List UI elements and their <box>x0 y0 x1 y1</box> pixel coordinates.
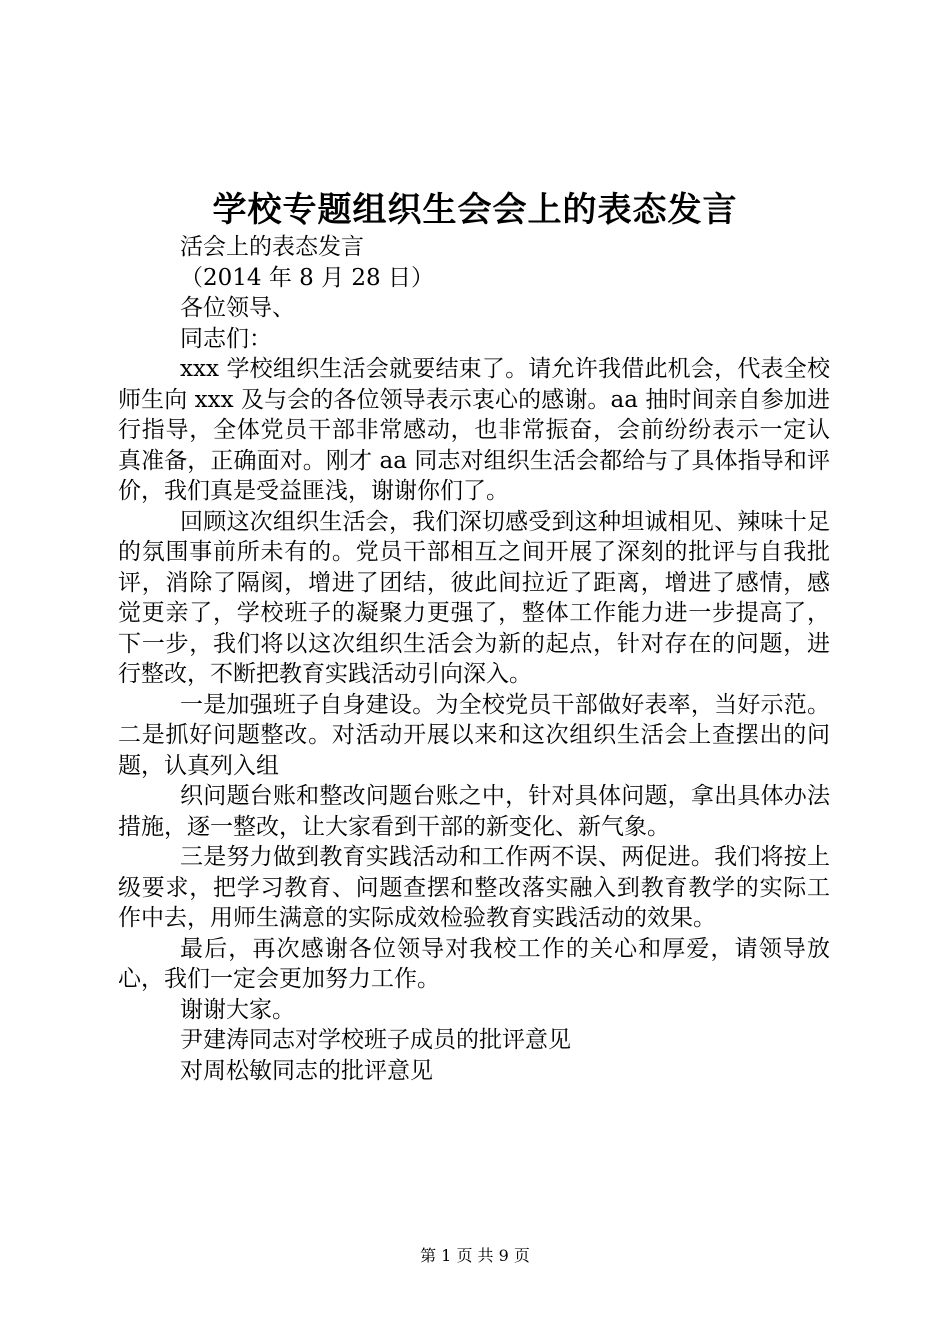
paragraph-measures-2: 织问题台账和整改问题台账之中，针对具体问题，拿出具体办法措施，逐一整改，让大家看到干部的新变化、新气象。 <box>118 783 830 840</box>
appendix-heading-1: 尹建涛同志对学校班子成员的批评意见 <box>180 1027 571 1053</box>
salutation-comrades: 同志们： <box>180 325 272 352</box>
page-footer: 第 1 页 共 9 页 <box>420 1246 530 1265</box>
document-title: 学校专题组织生会会上的表态发言 <box>212 190 738 230</box>
paragraph-thanks: xxx 学校组织生活会就要结束了。请允许我借此机会，代表全校师生向 xxx 及与会的各位领导表示衷心的感谢。aa 抽时间亲自参加进行指导，全体党员干部非常感动，也非常振奋，会前纷纷表示一定认真准备，正确面对。刚才 aa 同志对组织生活会都给与了具体指导和评价，我们真是受益匪浅，谢谢你们了。 <box>118 356 830 504</box>
salutation-leaders: 各位领导、 <box>180 295 295 321</box>
closing-line: 谢谢大家。 <box>180 996 295 1023</box>
paragraph-closing-thanks: 最后，再次感谢各位领导对我校工作的关心和厚爱，请领导放心，我们一定会更加努力工作。 <box>118 935 830 992</box>
paragraph-measures-1: 一是加强班子自身建设。为全校党员干部做好表率，当好示范。二是抓好问题整改。对活动开展以来和这次组织生活会上查摆出的问题，认真列入组 <box>118 691 830 779</box>
date-line: （2014 年 8 月 28 日） <box>180 264 434 291</box>
document-body <box>118 232 830 1086</box>
appendix-heading-2: 对周松敏同志的批评意见 <box>180 1057 433 1084</box>
paragraph-measures-3: 三是努力做到教育实践活动和工作两不误、两促进。我们将按上级要求，把学习教育、问题查摆和整改落实融入到教育教学的实际工作中去，用师生满意的实际成效检验教育实践活动的效果。 <box>118 844 830 931</box>
paragraph-review: 回顾这次组织生活会，我们深切感受到这种坦诚相见、辣味十足的氛围事前所未有的。党员干部相互之间开展了深刻的批评与自我批评，消除了隔阂，增进了团结，彼此间拉近了距离，增进了感情，感觉更亲了，学校班子的凝聚力更强了，整体工作能力进一步提高了，下一步，我们将以这次组织生活会为新的起点，针对存在的问题，进行整改，不断把教育实践活动引向深入。 <box>118 508 830 687</box>
subtitle-line: 活会上的表态发言 <box>180 234 364 260</box>
